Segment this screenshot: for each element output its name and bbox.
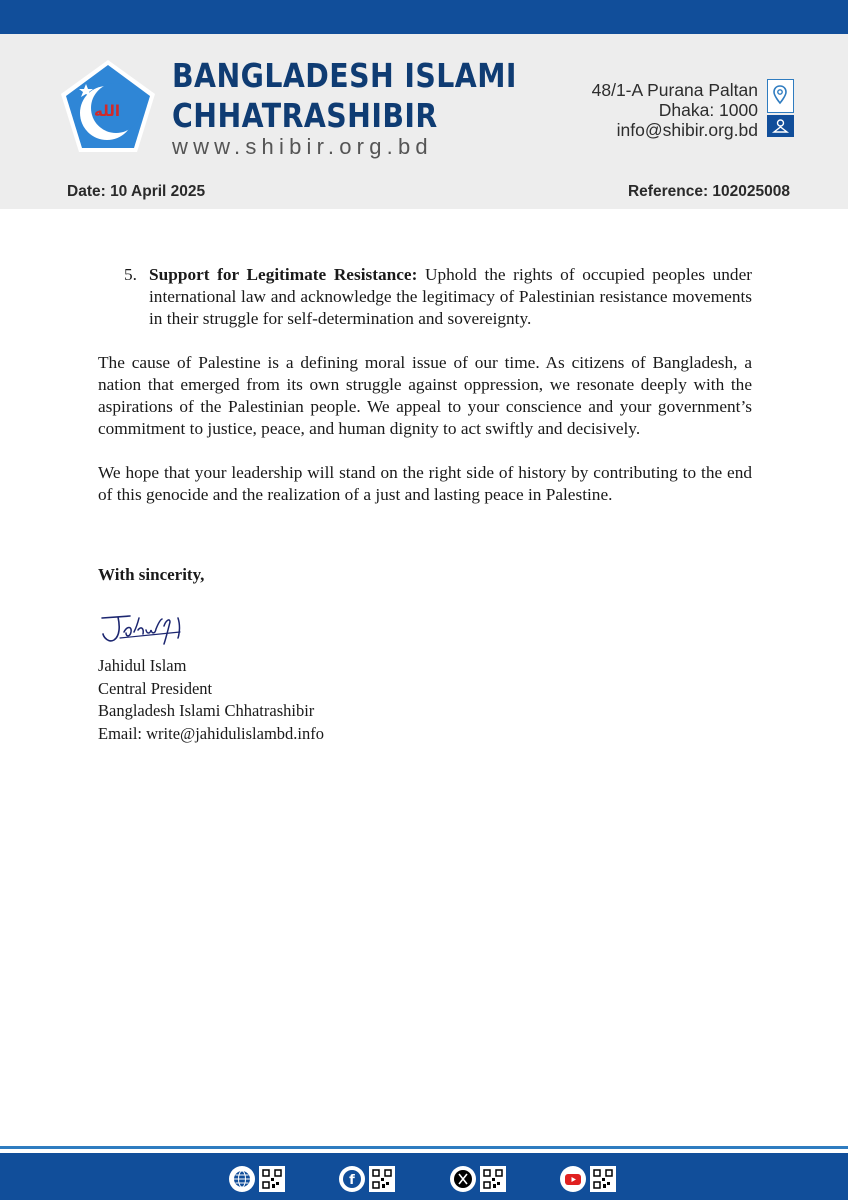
social-youtube[interactable] xyxy=(560,1163,616,1195)
qr-code-icon xyxy=(259,1166,285,1192)
mail-icon xyxy=(767,115,794,137)
organization-website[interactable]: www.shibir.org.bd xyxy=(172,134,433,159)
signer-title: Central President xyxy=(98,678,213,698)
svg-text:f: f xyxy=(349,1173,355,1188)
letter-reference: Reference: 102025008 xyxy=(627,183,790,200)
signer-email[interactable]: Email: write@jahidulislambd.info xyxy=(98,723,324,743)
list-item xyxy=(98,264,752,330)
contact-email[interactable]: info@shibir.org.bd xyxy=(616,120,758,140)
social-website[interactable] xyxy=(229,1163,285,1195)
qr-code-icon xyxy=(369,1166,395,1192)
handwritten-signature xyxy=(100,608,195,648)
social-x[interactable] xyxy=(450,1163,506,1195)
qr-code-icon xyxy=(480,1166,506,1192)
list-item-title: Support for Legitimate Resistance: xyxy=(149,265,418,284)
address-line1: 48/1-A Purana Paltan xyxy=(591,80,758,100)
signer-details xyxy=(98,655,324,745)
list-item-number: 5. xyxy=(124,265,137,284)
list-item-text xyxy=(149,264,752,330)
footer-bar xyxy=(0,1153,848,1200)
contact-address xyxy=(592,80,758,140)
contact-icons xyxy=(767,79,794,137)
body-paragraph: We hope that your leadership will stand on the right side of history by contributing to the end of this genocide and the realization of a just and lasting peace in Palestine. xyxy=(98,463,752,504)
social-facebook[interactable] xyxy=(339,1163,395,1195)
signer-name: Jahidul Islam xyxy=(98,656,187,675)
top-bar xyxy=(0,0,848,34)
facebook-icon xyxy=(339,1166,365,1192)
organization-logo xyxy=(58,58,158,156)
svg-text:الله: الله xyxy=(94,102,120,120)
organization-name xyxy=(172,56,517,136)
globe-icon xyxy=(229,1166,255,1192)
letter-date: Date: 10 April 2025 xyxy=(67,183,206,200)
qr-code-icon xyxy=(590,1166,616,1192)
closing-salutation: With sincerity, xyxy=(98,565,205,584)
closing-block xyxy=(98,564,204,586)
signer-organization: Bangladesh Islami Chhatrashibir xyxy=(98,701,315,721)
body-paragraph: The cause of Palestine is a defining moral issue of our time. As citizens of Bangladesh, a nation that emerged from its own struggle against oppression, we resonate deeply with the aspirations of the Palestinian people. We appeal to your conscience and your government’s commitment to justice, peace, and human dignity to act swiftly and decisively. xyxy=(98,353,752,438)
x-icon xyxy=(450,1166,476,1192)
list-item-description: Uphold the rights of occupied peoples under international law and acknowledge the legitimacy of Palestinian resistance movements in their struggle for self-determination and sovereignty. xyxy=(149,265,752,328)
address-line2: Dhaka: 1000 xyxy=(658,100,758,120)
location-pin-icon xyxy=(767,79,794,113)
organization-name-line2: CHHATRASHIBIR xyxy=(172,96,438,135)
youtube-icon xyxy=(560,1166,586,1192)
letter-body xyxy=(98,264,752,523)
organization-name-line1: BANGLADESH ISLAMI xyxy=(172,56,517,95)
footer-divider xyxy=(0,1146,848,1149)
